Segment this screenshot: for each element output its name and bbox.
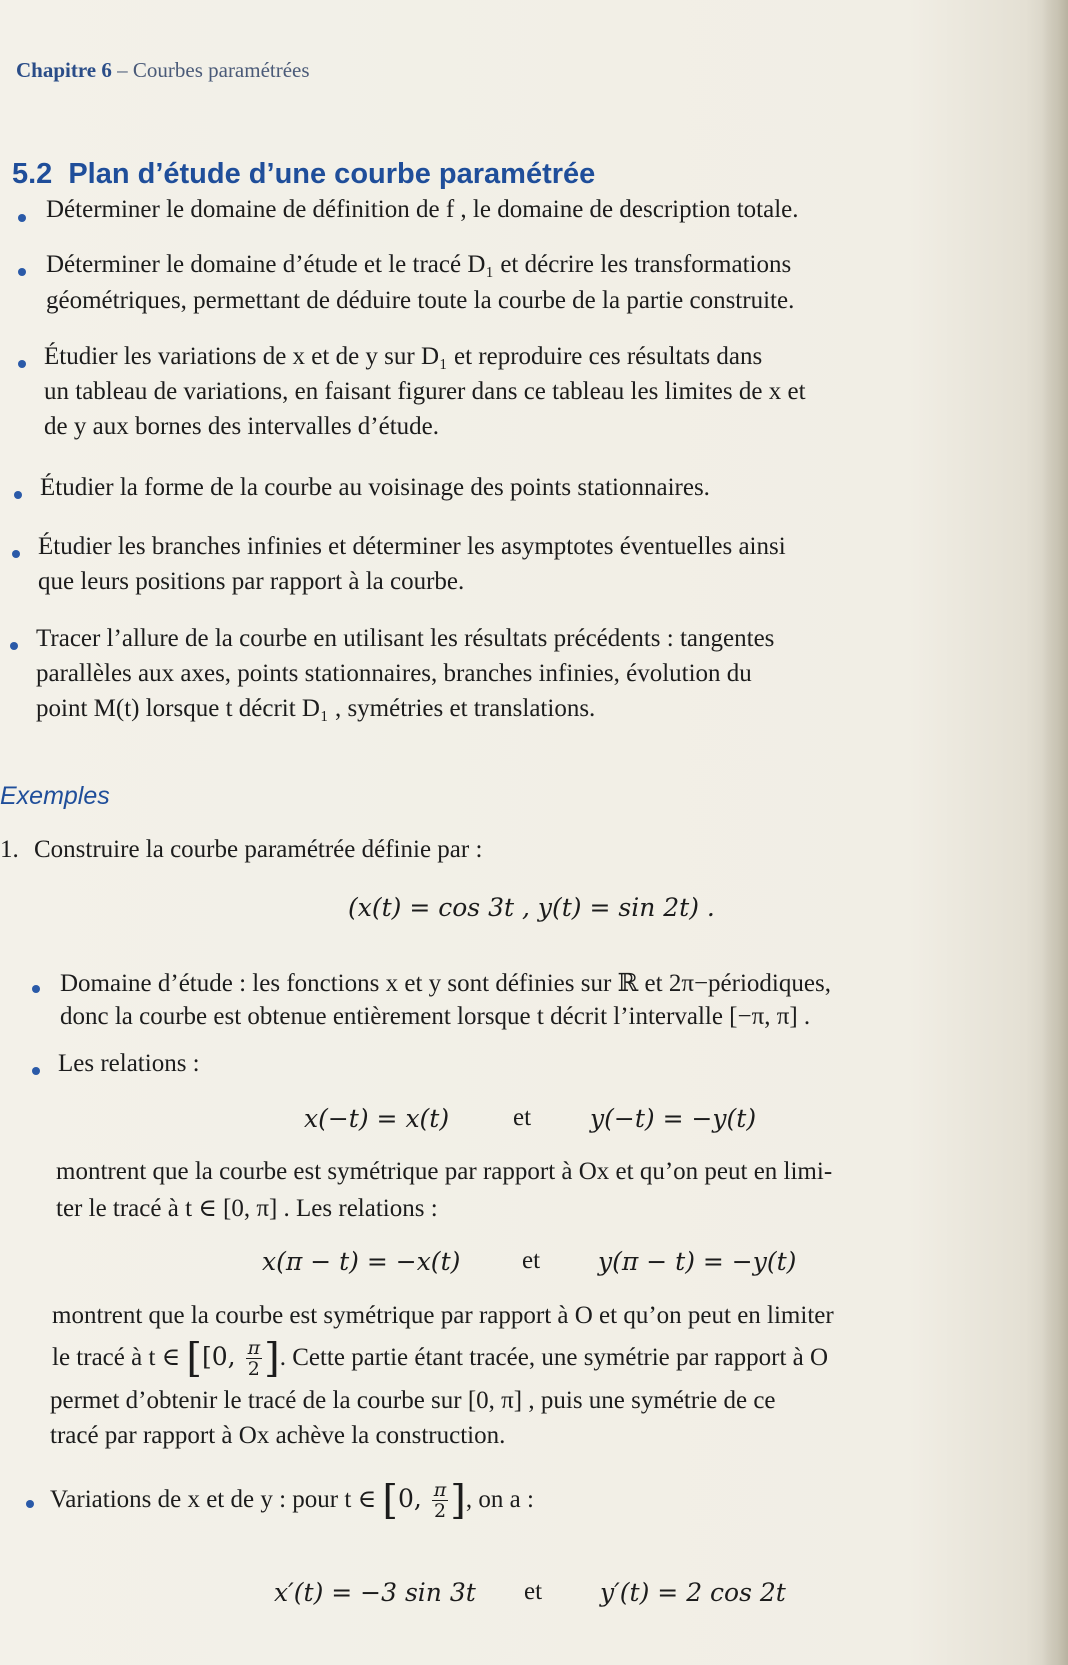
explanation-line	[52, 1335, 829, 1382]
relation-and: et	[513, 1104, 532, 1131]
text-fragment: . Cette partie étant tracée, une symétrie par rapport à O	[279, 1344, 829, 1371]
plan-line: Étudier les variations de x et de y sur D₁ et reproduire ces résultats dans	[44, 343, 763, 370]
explanation-line: permet d’obtenir le tracé de la courbe sur [0, π] , puis une symétrie de ce	[50, 1387, 776, 1414]
variations-line	[50, 1477, 534, 1524]
plan-line: géométriques, permettant de déduire toute la courbe de la partie construite.	[46, 287, 795, 314]
domain-line: donc la courbe est obtenue entièrement lorsque t décrit l’intervalle [−π, π] .	[60, 1003, 811, 1030]
examples-heading: Exemples	[0, 782, 110, 810]
plan-line: Déterminer le domaine de définition de f , le domaine de description totale.	[46, 196, 799, 223]
domain-line: Domaine d’étude : les fonctions x et y sont définies sur ℝ et 2π−périodiques,	[60, 970, 831, 997]
text-fragment: le tracé à t ∈	[52, 1344, 181, 1371]
plan-line: Tracer l’allure de la courbe en utilisant les résultats précédents : tangentes	[36, 625, 775, 652]
plan-line: Étudier la forme de la courbe au voisinage des points stationnaires.	[40, 474, 710, 501]
relation-y-pi: y(π − t) = −y(t)	[598, 1247, 797, 1276]
interval-zero-pi-half: [[0, $\frac{\pi}{2}$ ]	[186, 1335, 280, 1382]
derivative-y: y′(t) = 2 cos 2t	[600, 1578, 786, 1607]
interval-zero-pi-half: [0, $\frac{\pi}{2}$ ]	[382, 1477, 466, 1524]
example-intro: Construire la courbe paramétrée définie par :	[34, 836, 483, 863]
chapter-subtitle: Courbes paramétrées	[132, 58, 310, 82]
plan-line: de y aux bornes des intervalles d’étude.	[44, 413, 440, 440]
section-number: 5.2	[12, 158, 53, 190]
header-separator: –	[111, 58, 133, 82]
relation-y-odd: y(−t) = −y(t)	[590, 1104, 757, 1133]
section-title: Plan d’étude d’une courbe paramétrée	[68, 158, 596, 190]
running-header	[16, 58, 310, 83]
relation-and: et	[522, 1247, 541, 1274]
plan-line: un tableau de variations, en faisant figurer dans ce tableau les limites de x et	[44, 378, 806, 405]
text-fragment: , on a :	[465, 1486, 534, 1513]
plan-line: parallèles aux axes, points stationnaires, branches infinies, évolution du	[36, 660, 752, 687]
pi-over-two: $\frac{\pi}{2}$	[433, 1479, 447, 1522]
plan-line: point M(t) lorsque t décrit D₁ , symétries et translations.	[36, 695, 596, 722]
chapter-label: Chapitre 6	[16, 58, 112, 82]
example-number: 1.	[0, 836, 19, 863]
relations-label: Les relations :	[58, 1050, 200, 1077]
plan-line: que leurs positions par rapport à la courbe.	[38, 568, 465, 595]
text-fragment: Variations de x et de y : pour t ∈	[50, 1486, 377, 1513]
plan-line: Déterminer le domaine d’étude et le tracé D₁ et décrire les transformations	[46, 251, 792, 278]
plan-line: Étudier les branches infinies et déterminer les asymptotes éventuelles ainsi	[38, 533, 786, 560]
explanation-line: ter le tracé à t ∈ [0, π] . Les relations :	[56, 1195, 438, 1222]
section-heading	[12, 158, 595, 191]
page-edge-shadow	[1042, 0, 1068, 1665]
derivative-x: x′(t) = −3 sin 3t	[274, 1578, 476, 1607]
pi-over-two: $\frac{\pi}{2}$	[247, 1337, 261, 1380]
explanation-line: montrent que la courbe est symétrique par rapport à O et qu’on peut en limiter	[52, 1302, 834, 1329]
relation-x-even: x(−t) = x(t)	[304, 1104, 450, 1133]
explanation-line: montrent que la courbe est symétrique par rapport à Ox et qu’on peut en limi-	[56, 1158, 833, 1185]
explanation-line: tracé par rapport à Ox achève la construction.	[50, 1422, 506, 1449]
derivative-and: et	[524, 1578, 543, 1605]
relation-x-pi: x(π − t) = −x(t)	[262, 1247, 461, 1276]
curve-definition: (x(t) = cos 3t , y(t) = sin 2t) .	[348, 893, 715, 922]
interval-open: [0,	[202, 1342, 244, 1371]
